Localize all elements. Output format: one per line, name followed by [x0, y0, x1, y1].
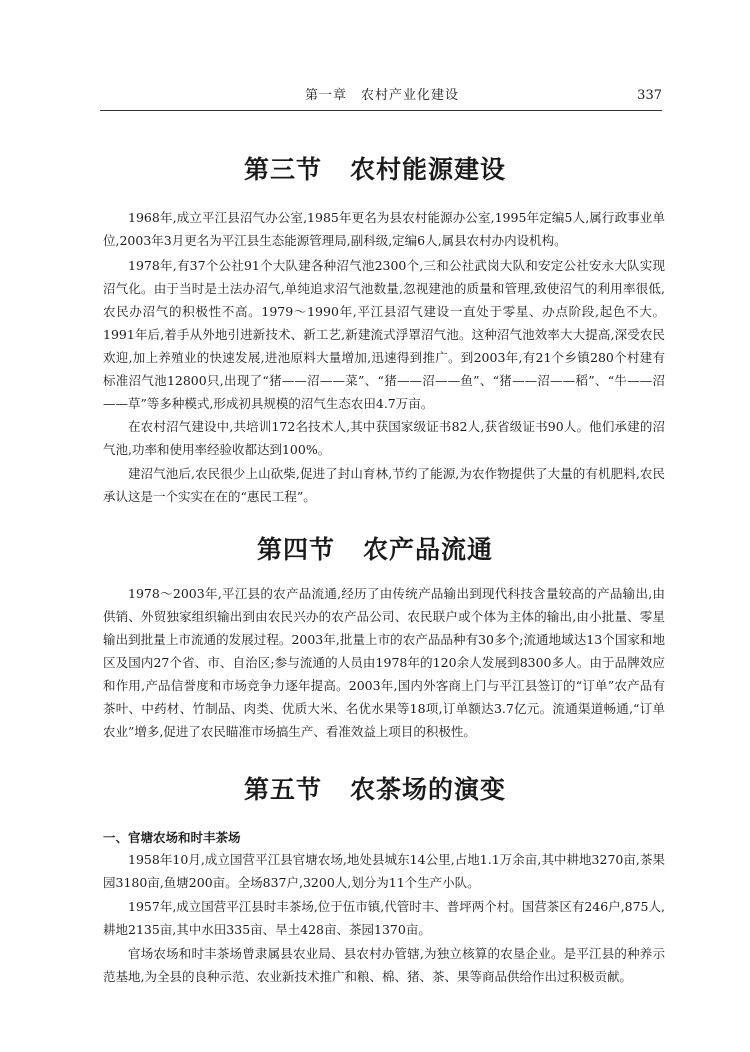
page-number: 337: [637, 88, 662, 103]
section-number: 第三节: [243, 155, 322, 184]
paragraph: 官场农场和时丰茶场曾隶属县农业局、县农村办管辖,为独立核算的农垦企业。是平江县的种养示范基地,为全县的良种示范、农业新技术推广和粮、棉、猪、茶、果等商品供给作出过积极贡献。: [103, 946, 665, 984]
running-title: 第一章 农村产业化建设: [305, 88, 460, 103]
section-title-4: [0, 530, 750, 566]
paragraph: 在农村沼气建设中,共培训172名技术人,其中获国家级证书82人,获省级证书90人。他们承建的沼气池,功率和使用率经验收都达到100%。: [103, 419, 665, 457]
section-number: 第五节: [243, 775, 322, 804]
section-number: 第四节: [256, 535, 335, 564]
paragraph: 1968年,成立平江县沼气办公室,1985年更名为县农村能源办公室,1995年定编5人,属行政事业单位,2003年3月更名为平江县生态能源管理局,副科级,定编6人,属县农村办内设机构。: [103, 210, 665, 248]
paragraph: 建沼气池后,农民很少上山砍柴,促进了封山育林,节约了能源,为农作物提供了大量的有机肥料,农民承认这是一个实实在在的“惠民工程”。: [103, 466, 665, 504]
header-rule: [100, 110, 662, 111]
section-title-3: [0, 150, 750, 186]
section-heading: 农产品流通: [363, 535, 494, 564]
paragraph: 1978年,有37个公社91个大队建各种沼气池2300个,三和公社武岗大队和安定公社安永大队实现沼气化。由于当时是土法办沼气,单纯追求沼气池数量,忽视建池的质量和管理,致使沼气的利用率很低,农民办沼气的积极性不高。1979～1990年,平江县沼气建设一直处于零星、办点阶段,起色不大。1991年后,着手从外地引进新技术、新工艺,新建流式浮罩沼气池。这种沼气池效率大大提高,深受农民欢迎,加上养殖业的快速发展,进池原料大量增加,迅速得到推广。到2003年,有21个乡镇280个村建有标准沼气池12800只,出现了“猪——沼——菜”、“猪——沼——鱼”、“猪——沼——稻”、“牛——沼——草”等多种模式,形成初具规模的沼气生态农田4.7万亩。: [103, 258, 665, 411]
subheading: 一、官塘农场和时丰茶场: [103, 830, 241, 845]
paragraph: 1978～2003年,平江县的农产品流通,经历了由传统产品输出到现代科技含量较高的产品输出,由供销、外贸独家组织输出到由农民兴办的农产品公司、农民联户或个体为主体的输出,由小批量、零星输出到批量上市流通的发展过程。2003年,批量上市的农产品品种有30多个;流通地域达13个国家和地区及国内27个省、市、自治区;参与流通的人员由1978年的120余人发展到8300多人。由于品牌效应和作用,产品信誉度和市场竞争力逐年提高。2003年,国内外客商上门与平江县签订的“订单”农产品有茶叶、中药材、竹制品、肉类、优质大米、名优水果等18项,订单额达3.7亿元。流通渠道畅通,“订单农业”增多,促进了农民瞄准市场搞生产、看准效益上项目的积极性。: [103, 586, 665, 739]
section-heading: 农村能源建设: [350, 155, 507, 184]
section-title-5: [0, 770, 750, 806]
paragraph: 1958年10月,成立国营平江县官塘农场,地处县城东14公里,占地1.1万余亩,其中耕地3270亩,茶果园3180亩,鱼塘200亩。全场837户,3200人,划分为11个生产小队。: [103, 852, 665, 890]
section-heading: 农茶场的演变: [350, 775, 507, 804]
paragraph: 1957年,成立国营平江县时丰茶场,位于伍市镇,代管时丰、普坪两个村。国营茶区有246户,875人,耕地2135亩,其中水田335亩、旱土428亩、茶园1370亩。: [103, 899, 665, 937]
